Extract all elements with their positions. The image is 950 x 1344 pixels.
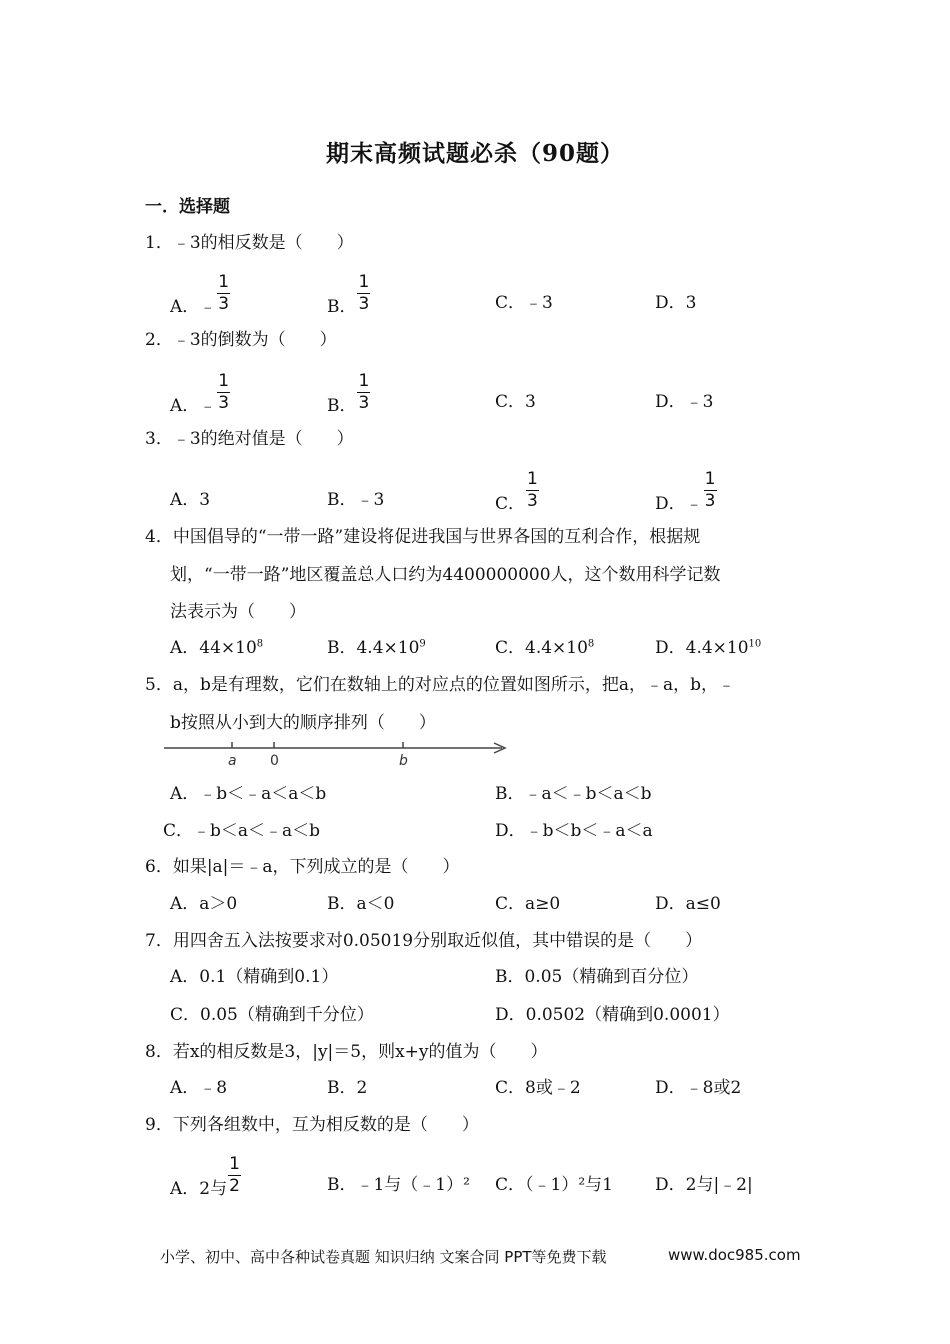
question-8-option-a: A．﹣8 — [170, 1078, 228, 1098]
question-6-option-a: A．a＞0 — [170, 894, 238, 914]
question-1-stem: 1．﹣3的相反数是（ ） — [145, 233, 354, 253]
fraction: $\frac{1}{3}$ — [704, 469, 716, 511]
number-line-figure — [160, 734, 520, 770]
question-5-option-b: B．﹣a＜﹣b＜a＜b — [495, 784, 652, 804]
question-6-option-b: B．a＜0 — [327, 894, 395, 914]
question-6-stem: 6．如果|a|＝﹣a，下列成立的是（ ） — [145, 857, 460, 877]
fraction: $\frac{1}{3}$ — [358, 272, 370, 314]
question-7-option-d: D．0.0502（精确到0.0001） — [495, 1005, 730, 1025]
question-1-option-a: A．﹣ $\frac{1}{3}$ — [170, 272, 230, 317]
fraction: $\frac{1}{3}$ — [358, 371, 370, 413]
question-3-option-b: B．﹣3 — [327, 490, 385, 510]
question-9-stem: 9．下列各组数中，互为相反数的是（ ） — [145, 1115, 479, 1135]
question-3-option-c: C． $\frac{1}{3}$ — [495, 469, 538, 514]
label-a: a — [228, 753, 237, 769]
question-5-option-d: D．﹣b＜b＜﹣a＜a — [495, 821, 653, 841]
question-8-option-c: C．8或﹣2 — [495, 1078, 581, 1098]
question-2-option-b: B． $\frac{1}{3}$ — [327, 371, 370, 416]
question-1-option-c: C．﹣3 — [495, 293, 553, 313]
question-6-option-d: D．a≤0 — [655, 894, 721, 914]
question-5-line-1: 5．a，b是有理数，它们在数轴上的对应点的位置如图所示，把a，﹣a，b，﹣ — [145, 675, 735, 695]
question-5-option-a: A．﹣b＜﹣a＜a＜b — [170, 784, 327, 804]
question-4-option-d: D．$4.4\times 10^{10}$ — [655, 638, 762, 658]
question-2-stem: 2．﹣3的倒数为（ ） — [145, 330, 337, 350]
question-7-option-a: A．0.1（精确到0.1） — [170, 967, 339, 987]
question-1-option-d: D．3 — [655, 293, 697, 313]
label-b: b — [399, 753, 408, 769]
fraction: $\frac{1}{3}$ — [218, 371, 230, 413]
question-4-line-3: 法表示为（ ） — [170, 602, 306, 622]
question-2-option-a: A．﹣ $\frac{1}{3}$ — [170, 371, 230, 416]
question-8-option-d: D．﹣8或2 — [655, 1078, 742, 1098]
question-4-line-1: 4．中国倡导的“一带一路”建设将促进我国与世界各国的互利合作，根据规 — [145, 527, 701, 547]
footer-link[interactable]: www.doc985.com — [668, 1246, 801, 1264]
question-3-option-a: A．3 — [170, 490, 211, 510]
section-heading: 一．选择题 — [145, 197, 230, 217]
question-1-option-b: B． $\frac{1}{3}$ — [327, 272, 370, 317]
question-3-stem: 3．﹣3的绝对值是（ ） — [145, 429, 354, 449]
question-6-option-c: C．a≥0 — [495, 894, 561, 914]
label-zero: 0 — [270, 753, 279, 769]
question-9-option-a: A．2与 $\frac{1}{2}$ — [170, 1154, 240, 1199]
question-5-option-c: C．﹣b＜a＜﹣a＜b — [163, 821, 321, 841]
question-4-line-2: 划，“一带一路”地区覆盖总人口约为4400000000人，这个数用科学记数 — [170, 565, 721, 585]
question-2-option-d: D．﹣3 — [655, 392, 714, 412]
question-8-stem: 8．若x的相反数是3，|y|＝5，则x+y的值为（ ） — [145, 1042, 548, 1062]
question-5-line-2: b按照从小到大的顺序排列（ ） — [170, 713, 436, 733]
question-9-option-b: B．﹣1与（﹣1）² — [327, 1175, 470, 1195]
question-7-stem: 7．用四舍五入法按要求对0.05019分别取近似值，其中错误的是（ ） — [145, 931, 703, 951]
fraction: $\frac{1}{3}$ — [218, 272, 230, 314]
question-3-option-d: D．﹣ $\frac{1}{3}$ — [655, 469, 716, 514]
question-4-option-c: C．$4.4\times 10^8$ — [495, 638, 595, 658]
fraction: $\frac{1}{2}$ — [229, 1154, 240, 1196]
question-9-option-d: D．2与|﹣2| — [655, 1175, 753, 1195]
question-7-option-b: B．0.05（精确到百分位） — [495, 967, 699, 987]
question-9-option-c: C．（﹣1）²与1 — [495, 1175, 613, 1195]
footer-text: 小学、初中、高中各种试卷真题 知识归纳 文案合同 PPT等免费下载 — [160, 1248, 607, 1266]
question-7-option-c: C．0.05（精确到千分位） — [170, 1005, 374, 1025]
page-title: 期末高频试题必杀（90题） — [325, 140, 624, 167]
question-8-option-b: B．2 — [327, 1078, 368, 1098]
question-4-option-b: B．$4.4\times 10^9$ — [327, 638, 426, 658]
question-2-option-c: C．3 — [495, 392, 536, 412]
fraction: $\frac{1}{3}$ — [527, 469, 538, 511]
question-4-option-a: A．$44\times 10^8$ — [170, 638, 264, 658]
